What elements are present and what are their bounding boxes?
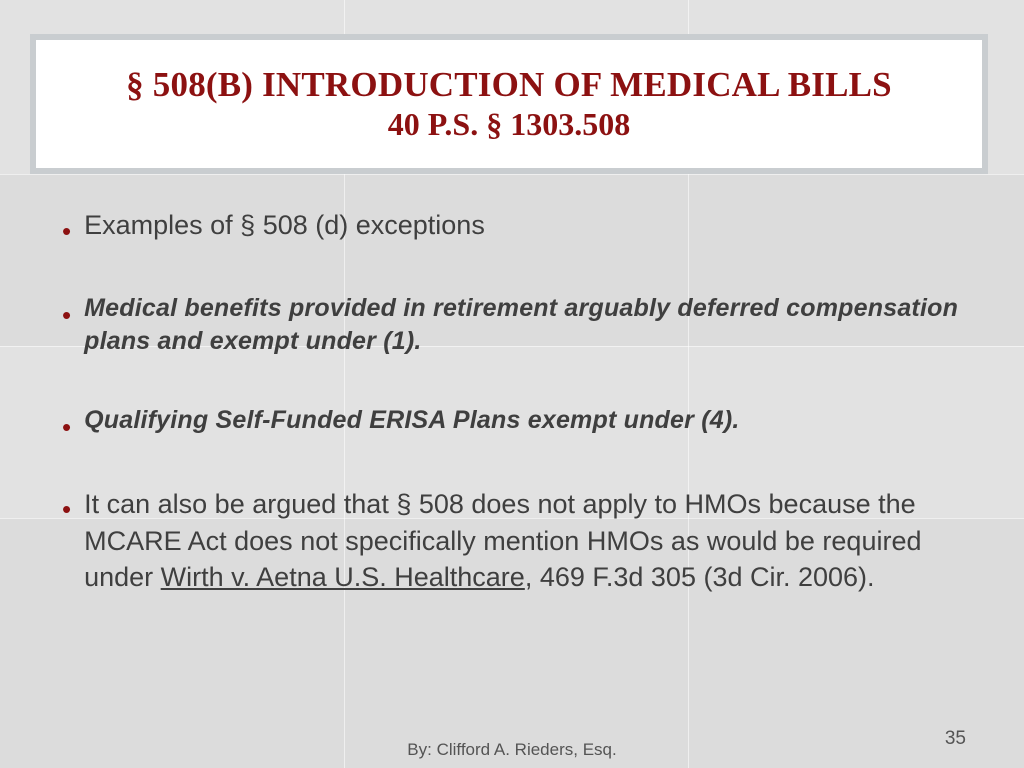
bullet-dot-icon: • [62, 412, 72, 442]
bullet-text: Examples of § 508 (d) exceptions [84, 210, 485, 240]
title-box [36, 40, 982, 168]
slide-number: 35 [944, 728, 966, 749]
bullet-dot-icon: • [62, 216, 72, 246]
bullet-dot-icon: • [62, 494, 72, 524]
bullet-text [84, 486, 982, 596]
bullet-item [62, 486, 982, 596]
bullet-text-part-1: It can also be argued that § 508 does not apply to HMOs because the MCARE Act does not specifically mention HMOs as would be required under [84, 489, 922, 593]
footer-author: By: Clifford A. Rieders, Esq. [407, 740, 617, 759]
case-citation-name: Wirth v. Aetna U.S. Healthcare [160, 562, 525, 593]
bullet-text-part-2: , 469 F.3d 305 (3d Cir. 2006). [524, 562, 875, 593]
slide-title-line-2: 40 P.S. § 1303.508 [387, 105, 631, 142]
slide-body [62, 208, 982, 630]
bullet-item [62, 404, 982, 440]
slide-title-line-1: § 508(B) INTRODUCTION OF MEDICAL BILLS [126, 65, 892, 105]
bullet-dot-icon: • [62, 300, 72, 330]
title-frame [30, 34, 988, 174]
bullet-item [62, 208, 982, 244]
bullet-item [62, 292, 982, 358]
bullet-text: Medical benefits provided in retirement arguably deferred compensation plans and exempt under (1). [84, 294, 959, 355]
grid-line-horizontal [0, 174, 1024, 175]
bullet-text: Qualifying Self-Funded ERISA Plans exempt under (4). [84, 406, 740, 434]
